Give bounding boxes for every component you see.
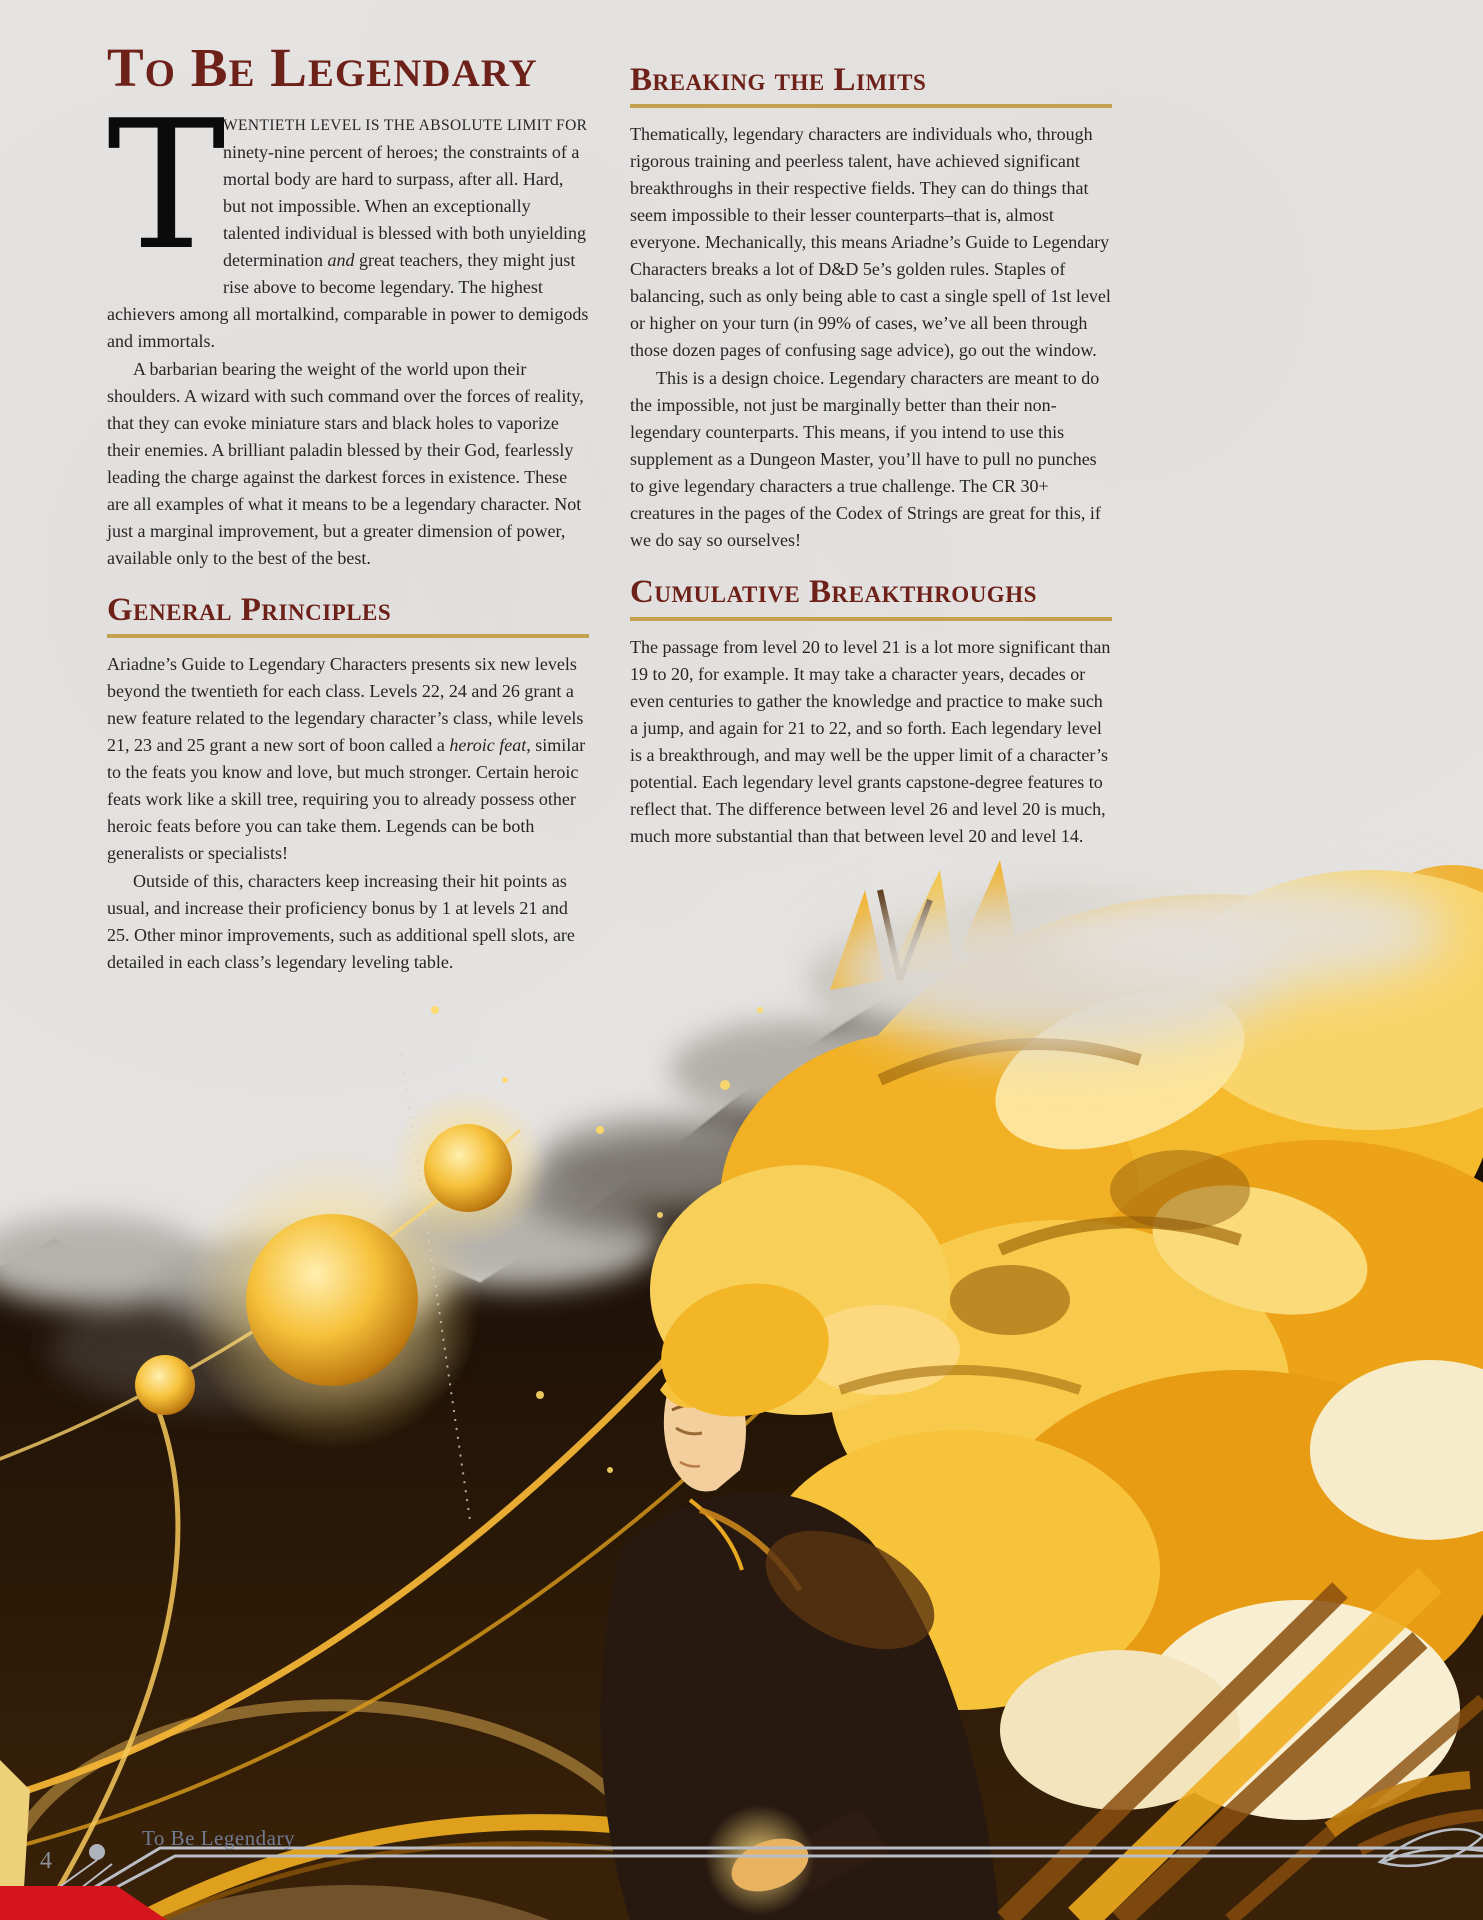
intro-paragraph [107, 82, 589, 355]
btl-paragraph-1: Thematically, legendary characters are individuals who, through rigorous training and peerless talent, have achieved significant breakthroughs in their respective fields. They can do things that seem impossible to their lesser counterparts–that is, almost everyone. Mechanically, this means Ariadne’s Guide to Legendary Characters breaks a lot of D&D 5e’s golden rules. Staples of balancing, such as only being able to cast a single spell of 1st level or higher on your turn (in 99% of cases, we’ve all been through those dozen pages of confusing sage advice), go out the window. [630, 124, 1111, 361]
cb-paragraph-1: The passage from level 20 to level 21 is a lot more significant than 19 to 20, for example. It may take a character years, decades or even centuries to gather the knowledge and practice to make such a jump, and again for 21 to 22, and so forth. Each legendary level is a breakthrough, and may well be the upper limit of a character’s potential. Each legendary level grants capstone-degree features to reflect that. The difference between level 26 and level 20 is much, much more substantial than that between level 20 and level 14. [630, 636, 1111, 846]
page-number: 4 [40, 1848, 52, 1874]
lead-smallcaps: WENTIETH LEVEL IS THE ABSOLUTE LIMIT FOR [223, 117, 588, 134]
heading-general-principles: General Principles [107, 592, 589, 638]
intro-text: ninety-nine percent of heroes; the constraints of a mortal body are hard to surpass, after all. Hard, but not impossible. When an exceptionally talented individual is blessed with both unyielding determination [223, 142, 586, 270]
italic-run: heroic feat [449, 735, 527, 756]
dropcap-letter: T [107, 82, 226, 289]
heading-cumulative-breakthroughs: Cumulative Breakthroughs [630, 574, 1112, 620]
gp-text-cont: , similar to the feats you know and love, but much stronger. Certain heroic feats work like a skill tree, requiring you to already possess other heroic feats before you can take them. Legends can be both generalists or specialists! [107, 735, 586, 864]
intro-text-cont: great teachers, they might just rise above to become legendary. The highest achievers among all mortalkind, comparable in power to demigods and immortals. [107, 250, 589, 351]
footer-title: To Be Legendary [142, 1826, 295, 1850]
italic-run: and [327, 250, 355, 270]
page-title: To Be Legendary [107, 37, 538, 98]
heading-breaking-the-limits: Breaking the Limits [630, 62, 1112, 108]
btl-paragraph-2: This is a design choice. Legendary characters are meant to do the impossible, not just be marginally better than their non-legendary counterparts. This means, if you intend to use this supplement as a Dungeon Master, you’ll have to pull no punches to give legendary characters a true challenge. The CR 30+ creatures in the pages of the Codex of Strings are great for this, if we do say so ourselves! [630, 368, 1101, 551]
circuit-node [89, 1844, 105, 1860]
gp-paragraph-1 [107, 651, 589, 867]
left-column [107, 37, 589, 977]
gp-text: Ariadne’s Guide to Legendary Characters presents six new levels beyond the twentieth for each class. Levels 22, 24 and 26 grant a new feature related to the legendary character’s class, while levels 21, 23 and 25 grant a new sort of boon called a [107, 654, 584, 756]
bottom-illustration [0, 830, 1483, 1920]
right-column [630, 62, 1112, 851]
gp-paragraph-2: Outside of this, characters keep increasing their hit points as usual, and increase their proficiency bonus by 1 at levels 21 and 25. Other minor improvements, such as additional spell slots, are detailed in each class’s legendary leveling table. [107, 871, 575, 973]
intro-paragraph-2: A barbarian bearing the weight of the world upon their shoulders. A wizard with such command over the forces of reality, that they can evoke miniature stars and black holes to vaporize their enemies. A brilliant paladin blessed by their God, fearlessly leading the charge against the darkest forces in existence. These are all examples of what it means to be a legendary character. Not just a marginal improvement, but a greater dimension of power, available only to the best of the best. [107, 359, 584, 568]
